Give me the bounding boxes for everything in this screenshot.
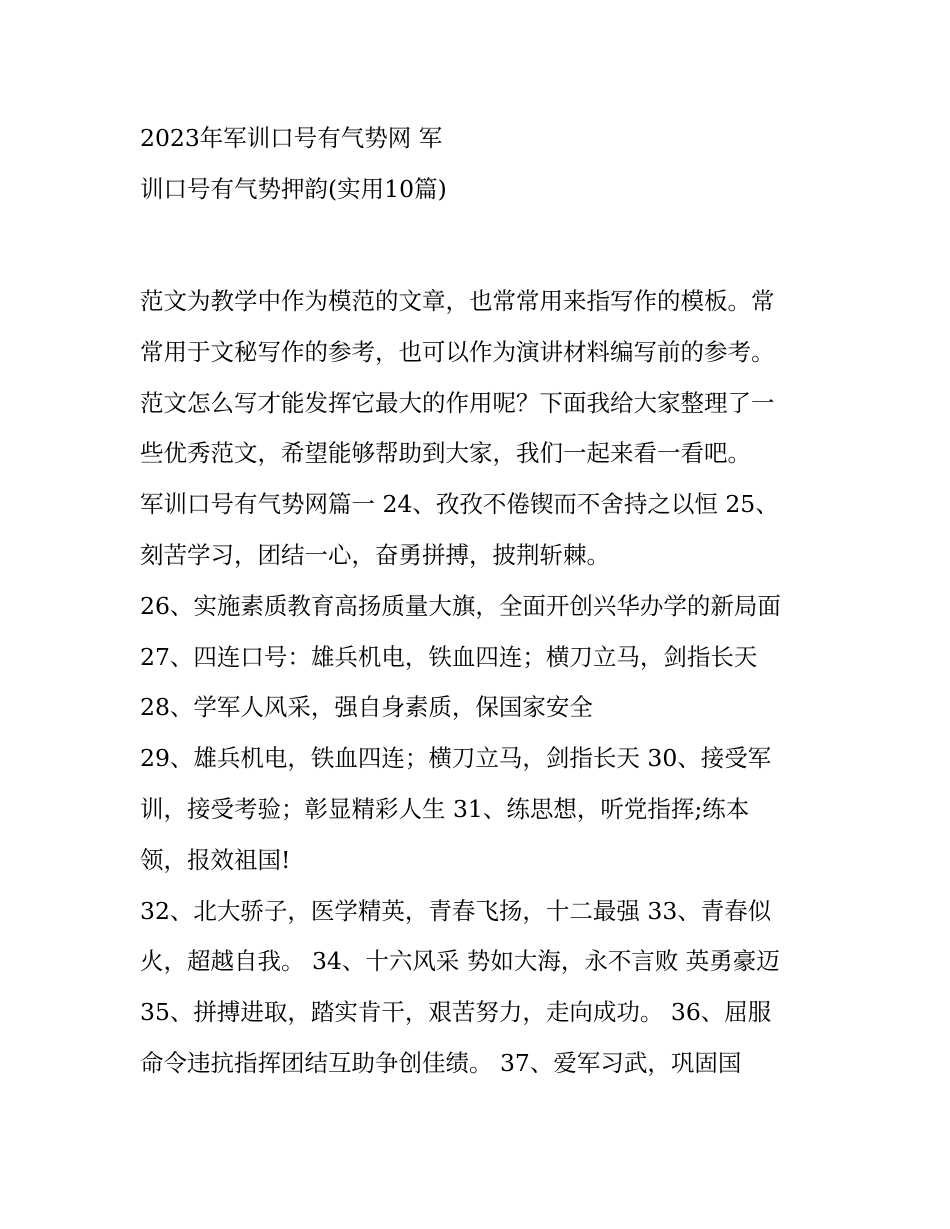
- body-line: 命令违抗指挥团结互助争创佳绩。 37、爱军习武，巩固国: [140, 1048, 742, 1077]
- body-line: 领，报效祖国!: [140, 845, 291, 874]
- body-line: 训，接受考验；彰显精彩人生 31、练思想，听党指挥;练本: [140, 794, 750, 823]
- document-body: [140, 276, 820, 1089]
- body-line: 范文怎么写才能发挥它最大的作用呢？下面我给大家整理了一: [140, 388, 775, 417]
- body-line: 26、实施素质教育高扬质量大旗，全面开创兴华办学的新局面: [140, 591, 781, 620]
- body-line: 常用于文秘写作的参考，也可以作为演讲材料编写前的参考。: [140, 337, 775, 366]
- body-line: 35、拼搏进取，踏实肯干，艰苦努力，走向成功。 36、屈服: [140, 998, 772, 1027]
- body-line: 火，超越自我。 34、十六风采 势如大海，永不言败 英勇豪迈: [140, 947, 780, 976]
- body-line: 范文为教学中作为模范的文章，也常常用来指写作的模板。常: [140, 287, 775, 315]
- body-line: 28、学军人风采，强自身素质，保国家安全: [140, 693, 593, 722]
- body-line: 27、四连口号：雄兵机电，铁血四连；横刀立马，剑指长天: [140, 642, 758, 671]
- body-line: 军训口号有气势网篇一 24、孜孜不倦锲而不舍持之以恒 25、: [140, 490, 779, 519]
- document-title: [140, 113, 820, 215]
- title-line: 训口号有气势押韵(实用10篇): [140, 174, 447, 203]
- body-line: 些优秀范文，希望能够帮助到大家，我们一起来看一看吧。: [140, 439, 751, 468]
- body-line: 32、北大骄子，医学精英，青春飞扬，十二最强 33、青春似: [140, 896, 772, 925]
- body-line: 29、雄兵机电，铁血四连；横刀立马，剑指长天 30、接受军: [140, 744, 772, 773]
- body-line: 刻苦学习，团结一心，奋勇拼搏，披荆斩棘。: [140, 540, 610, 569]
- title-line: 2023年军训口号有气势网 军: [140, 124, 443, 152]
